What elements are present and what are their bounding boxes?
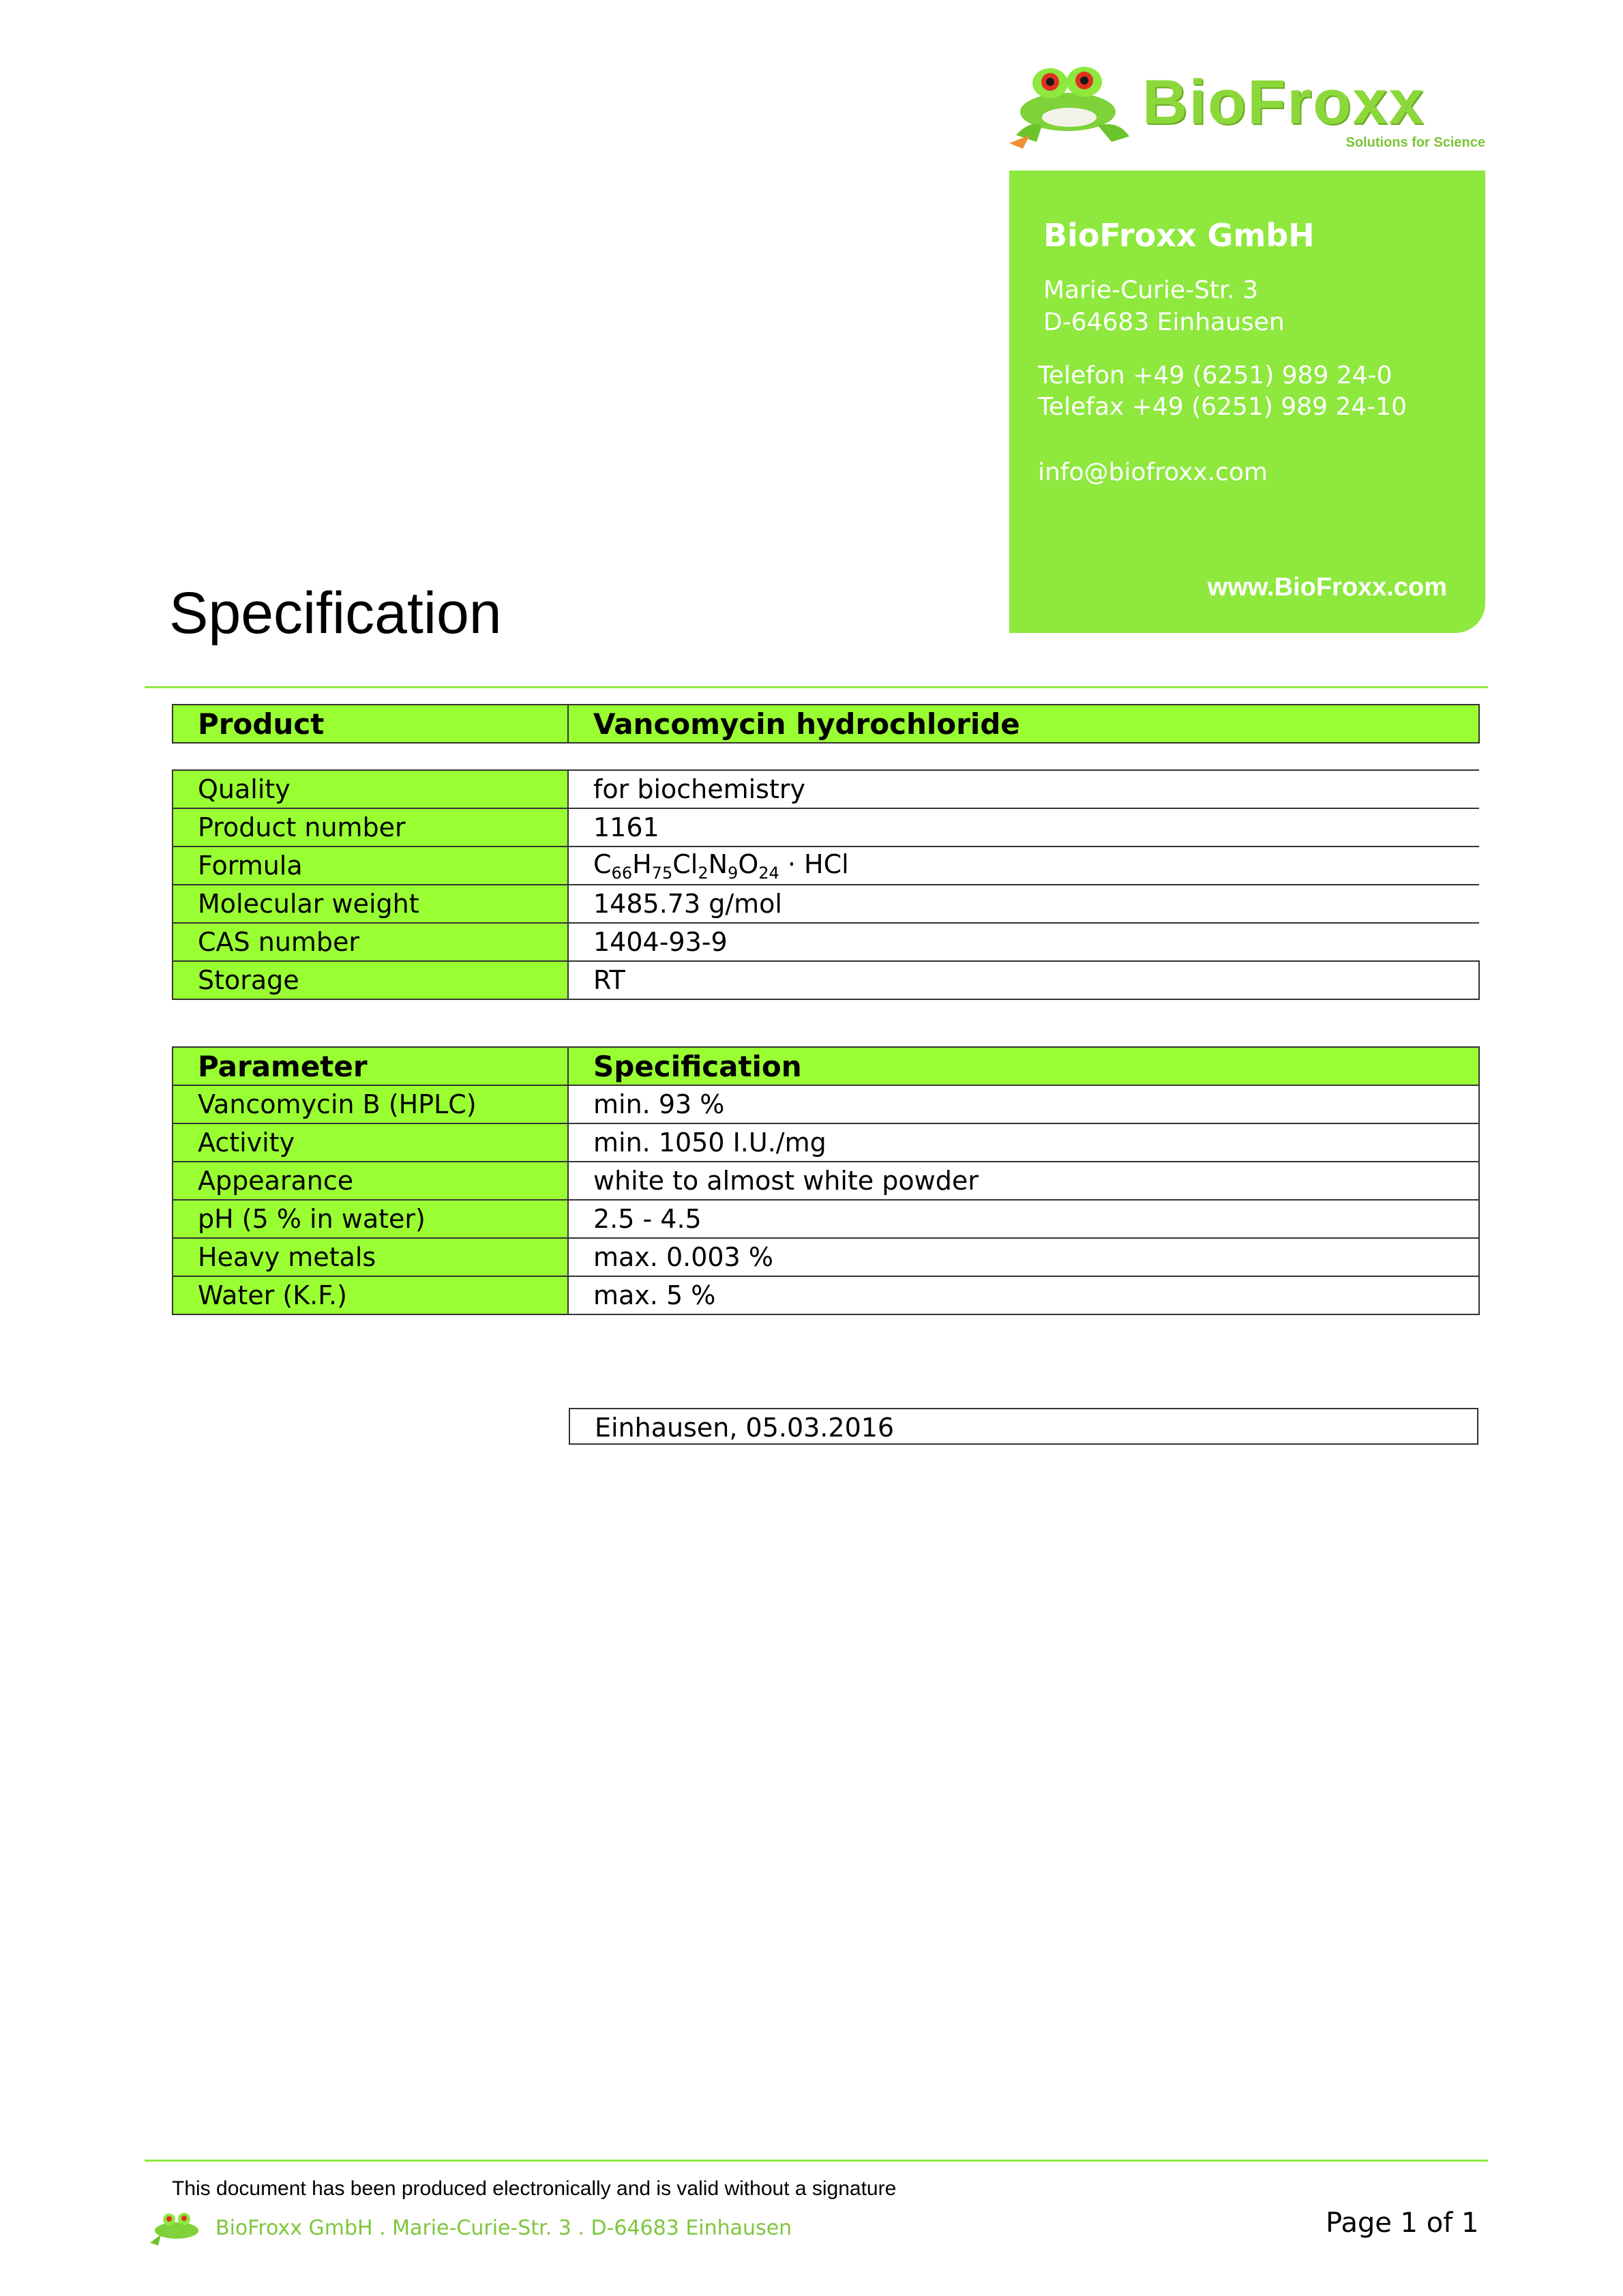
parameter-cell: Appearance — [173, 1162, 568, 1200]
table-row — [173, 1200, 1479, 1238]
table-row — [173, 1085, 1479, 1123]
info-value: 1404-93-9 — [568, 923, 1479, 961]
biofroxx-logo — [1002, 55, 1493, 164]
spec-cell: max. 5 % — [568, 1276, 1479, 1314]
info-label: Quality — [173, 770, 568, 808]
table-row — [173, 1276, 1479, 1314]
parameter-cell: Vancomycin B (HPLC) — [173, 1085, 568, 1123]
footer-address: BioFroxx GmbH . Marie-Curie-Str. 3 . D-64683 Einhausen — [215, 2216, 792, 2240]
table-row — [173, 808, 1479, 847]
info-value: 1485.73 g/mol — [568, 885, 1479, 923]
brand-name: BioFroxx — [1142, 68, 1425, 137]
table-row — [173, 1162, 1479, 1200]
parameter-cell: Water (K.F.) — [173, 1276, 568, 1314]
parameter-cell: Heavy metals — [173, 1238, 568, 1276]
parameter-cell: pH (5 % in water) — [173, 1200, 568, 1238]
website-link[interactable]: www.BioFroxx.com — [1207, 573, 1447, 602]
product-row — [173, 705, 1479, 743]
city-address: D-64683 Einhausen — [1043, 308, 1285, 336]
info-label: Product number — [173, 808, 568, 847]
product-label: Product — [173, 705, 568, 743]
header-divider — [145, 686, 1488, 688]
frog-icon — [146, 2209, 207, 2247]
formula-value: $C_{66}H_{75}Cl_2N_9O_{24}$ · HCl — [568, 847, 1479, 885]
column-header: Specification — [568, 1047, 1479, 1085]
brand-tagline: Solutions for Science — [1345, 135, 1485, 150]
table-row — [173, 1123, 1479, 1162]
product-info-table — [172, 769, 1480, 1000]
spec-cell: min. 93 % — [568, 1085, 1479, 1123]
phone-number: Telefon +49 (6251) 989 24-0 — [1038, 362, 1393, 389]
table-header-row — [173, 1047, 1479, 1085]
frog-icon — [1002, 55, 1139, 157]
info-value: RT — [568, 961, 1479, 999]
table-row — [173, 885, 1479, 923]
table-row — [173, 770, 1479, 808]
spec-cell: white to almost white powder — [568, 1162, 1479, 1200]
parameter-cell: Activity — [173, 1123, 568, 1162]
table-row — [173, 1238, 1479, 1276]
page-title: Specification — [169, 580, 502, 646]
specification-table — [172, 1046, 1480, 1315]
table-row — [173, 847, 1479, 885]
spec-cell: 2.5 - 4.5 — [568, 1200, 1479, 1238]
address-box — [1009, 171, 1485, 633]
info-label: Molecular weight — [173, 885, 568, 923]
spec-cell: min. 1050 I.U./mg — [568, 1123, 1479, 1162]
table-row — [173, 923, 1479, 961]
info-value: for biochemistry — [568, 770, 1479, 808]
info-value: 1161 — [568, 808, 1479, 847]
street-address: Marie-Curie-Str. 3 — [1043, 276, 1259, 304]
company-name: BioFroxx GmbH — [1043, 217, 1315, 254]
product-name: Vancomycin hydrochloride — [568, 705, 1479, 743]
product-table — [172, 704, 1480, 744]
table-row — [173, 961, 1479, 999]
email-link[interactable]: info@biofroxx.com — [1038, 458, 1268, 486]
footer-note: This document has been produced electronically and is valid without a signature — [172, 2177, 897, 2200]
fax-number: Telefax +49 (6251) 989 24-10 — [1038, 393, 1407, 421]
column-header: Parameter — [173, 1047, 568, 1085]
info-label: Formula — [173, 847, 568, 885]
info-label: CAS number — [173, 923, 568, 961]
footer-divider — [145, 2160, 1488, 2162]
spec-cell: max. 0.003 % — [568, 1238, 1479, 1276]
info-label: Storage — [173, 961, 568, 999]
page-number: Page 1 of 1 — [1326, 2207, 1479, 2239]
place-date: Einhausen, 05.03.2016 — [569, 1408, 1478, 1445]
